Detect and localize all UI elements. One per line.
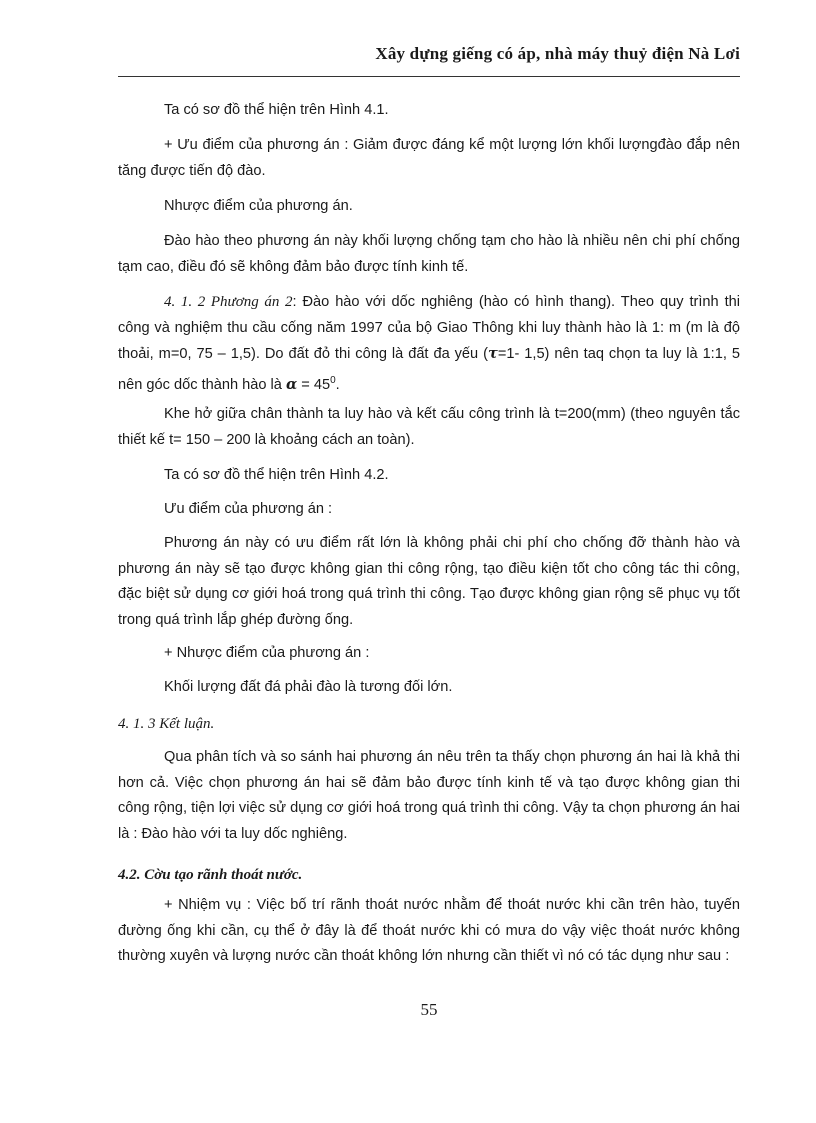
tau-symbol: τ [487, 345, 498, 362]
paragraph-5-text-d: . [335, 376, 340, 393]
paragraph-8: Ưu điểm của phương án : [164, 501, 333, 517]
paragraph-5-text-b: =1- 1,5) nên taq chọn ta luy là 1:1, 5 nên góc dốc thành hào là [118, 346, 740, 393]
paragraph-12: Qua phân tích và so sánh hai phương án nêu trên ta thấy chọn phương án hai là khả thi hơn cả. Việc chọn phương án hai sẽ đảm bảo được tính kinh tế và tạo được không gian thi công rộng, tiện lợi việc sử dụng cơ giới hoá trong quá trình thi công. Vậy ta chọn phương án hai là : Đào hào với ta luy dốc nghiêng. [118, 749, 740, 842]
section-4-1-3-heading: 4. 1. 3 Kết luận. [118, 716, 215, 732]
paragraph-3: Nhược điểm của phương án. [164, 198, 353, 214]
paragraph-2: + Ưu điểm của phương án : Giảm được đáng kể một lượng lớn khối lượngđào đắp nên tăng được tiến độ đào. [118, 137, 740, 179]
paragraph-5-text-c: = 45 [297, 376, 331, 393]
paragraph-6: Khe hở giữa chân thành ta luy hào và kết cấu công trình là t=200(mm) (theo nguyên tắc thiết kế t= 150 – 200 là khoảng cách an toàn). [118, 406, 740, 448]
alpha-symbol: α [285, 375, 298, 393]
section-4-2-heading: 4.2. Cờu tạo rãnh thoát nước. [118, 867, 303, 883]
paragraph-1: Ta có sơ đồ thể hiện trên Hình 4.1. [164, 102, 389, 118]
section-4-1-2-heading: 4. 1. 2 Phương án 2 [164, 294, 293, 310]
page-number: 55 [420, 1000, 438, 1019]
paragraph-7: Ta có sơ đồ thể hiện trên Hình 4.2. [164, 467, 389, 483]
paragraph-5-text-a: : Đào hào với dốc nghiêng (hào có hình thang). Theo quy trình thi công và nghiệm thu cầu cống năm 1997 của bộ Giao Thông khi luy thành hào là 1: m (m là độ thoải, m=0, 75 – 1,5). Do đất đỏ thi công là đất đa yếu ( [118, 294, 740, 362]
paragraph-9: Phương án này có ưu điểm rất lớn là không phải chi phí cho chống đỡ thành hào và phương án này sẽ tạo được không gian thi công rộng, tạo điều kiện tốt cho công tác thi công, đặc biệt sử dụng cơ giới hoá trong quá trình thi công. Tạo được không gian rộng sẽ phục vụ tốt trong quá trình lắp ghép đường ống. [118, 535, 740, 628]
paragraph-13: + Nhiệm vụ : Việc bố trí rãnh thoát nước nhằm để thoát nước khi cần trên hào, tuyến đường ống khi cần, cụ thể ở đây là để thoát nước khi có mưa do vậy việc thoát nước không thường xuyên và lượng nước cần thoát không lớn nhưng cần thiết vì nó có tác dụng như sau : [118, 897, 740, 964]
paragraph-4: Đào hào theo phương án này khối lượng chống tạm cho hào là nhiều nên chi phí chống tạm cao, điều đó sẽ không đảm bảo được tính kinh tế. [118, 233, 740, 275]
degree-superscript: 0 [330, 374, 336, 386]
header-rule [118, 76, 740, 77]
paragraph-5 [118, 290, 740, 398]
paragraph-11: Khối lượng đất đá phải đào là tương đối lớn. [164, 679, 453, 695]
running-header: Xây dựng giếng có áp, nhà máy thuỷ điện Nà Lơi [375, 44, 740, 63]
paragraph-10: + Nhược điểm của phương án : [164, 645, 370, 661]
